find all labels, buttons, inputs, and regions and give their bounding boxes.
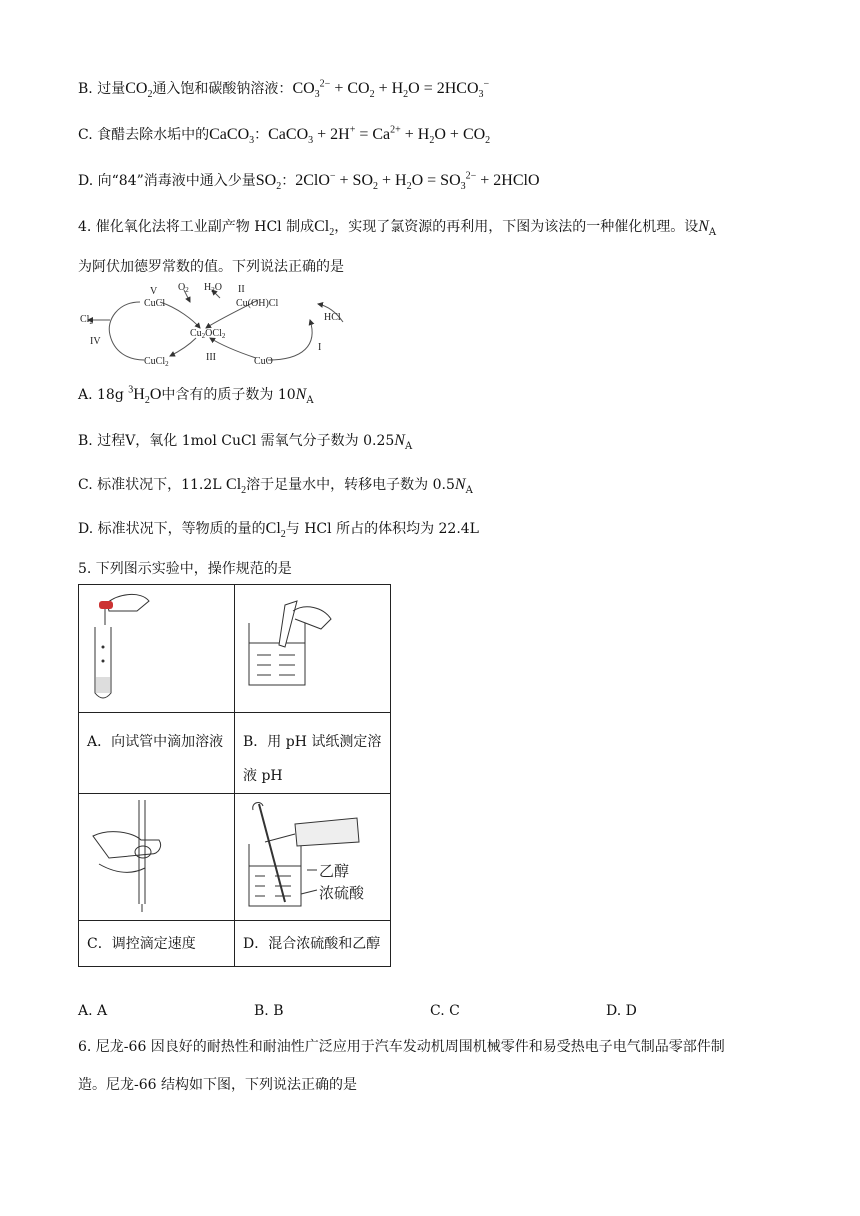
- label-CuCl: CuCl: [144, 298, 166, 309]
- q4-stem-3: 为阿伏加德罗常数的值。下列说法正确的是: [78, 259, 344, 275]
- experiment-table: [78, 584, 391, 967]
- ph-paper-beaker-figure: [235, 585, 390, 708]
- answer-b: B. B: [254, 1003, 284, 1019]
- answer-d: D. D: [606, 1003, 637, 1019]
- question-6-line-1: [78, 1036, 725, 1056]
- figure-a: [79, 585, 235, 713]
- caption-a-text: A．向试管中滴加溶液: [87, 734, 224, 750]
- caption-c-text: C．调控滴定速度: [87, 936, 196, 952]
- question-4-stem: 4. 催化氧化法将工业副产物 HCl 制成$Cl_2$，实现了氯资源的再利用，下图为该法的一种催化机理。设$N_A$: [78, 218, 717, 239]
- label-I: I: [318, 342, 322, 353]
- figure-d: [235, 794, 391, 921]
- cl2-formula: $Cl_2$: [314, 218, 335, 239]
- option-4b: B. 过程Ⅴ，氧化 1mol CuCl 需氧气分子数为 $0.25N_A$: [78, 432, 413, 452]
- option-4b-text: B. 过程Ⅴ，氧化 1mol CuCl 需氧气分子数为 0.25: [78, 433, 395, 449]
- question-5-stem: [78, 558, 292, 578]
- q5-stem-text: 5. 下列图示实验中，操作规范的是: [78, 561, 292, 577]
- option-4a-pre: A. 18g: [78, 387, 124, 403]
- caption-a: [79, 713, 235, 794]
- caption-d: [235, 921, 391, 967]
- option-4c-post: 溶于足量水中，转移电子数为 0.5: [246, 477, 455, 493]
- tritium-water-formula: $^3H_2O$: [128, 384, 162, 407]
- caption-d-text: D．混合浓硫酸和乙醇: [243, 936, 381, 952]
- burette-stopcock-figure: [79, 794, 234, 916]
- test-tube-dropper-figure: [79, 585, 234, 708]
- option-4d-post: 与 HCl 所占的体积均为 22.4L: [285, 521, 479, 537]
- label-O2: $O_2$: [178, 282, 189, 294]
- option-4a: A. 18g $^3H_2O$中含有的质子数为 $10N_A$: [78, 384, 314, 407]
- option-4d: D. 标准状况下，等物质的量的$Cl_2$与 HCl 所占的体积均为 22.4L: [78, 520, 479, 541]
- label-conc-sulfuric-acid: 浓硫酸: [319, 885, 365, 902]
- label-II: II: [238, 284, 245, 295]
- label-III: III: [206, 352, 216, 363]
- option-3b-text: B. 过量: [78, 81, 126, 97]
- question-6-line-2: [78, 1074, 357, 1094]
- label-H2O: $H_2O$: [204, 282, 222, 294]
- acid-ethanol-mixing-figure: [235, 794, 390, 916]
- catalytic-mechanism-diagram: [78, 280, 378, 372]
- label-IV: IV: [90, 336, 101, 347]
- label-CuCl2: CuCl$_2$: [144, 356, 169, 368]
- caption-b-text: B．用 pH 试纸测定溶液 pH: [243, 734, 382, 784]
- question-4-stem-2: [78, 256, 344, 276]
- label-Cu2OCl2: $Cu_2OCl_2$: [190, 328, 226, 340]
- label-Cl2: $Cl_2$: [80, 314, 93, 326]
- equation-3d: $2ClO^- + SO_2 + H_2O = SO_3^{2-}$ + 2HClO: [295, 170, 540, 193]
- label-V: V: [150, 286, 158, 297]
- caco3-formula: CaCO$_3$: [209, 126, 255, 147]
- figure-c: [79, 794, 235, 921]
- option-4a-post: 中含有的质子数为 10: [161, 387, 296, 403]
- option-3c-mid: ：: [254, 127, 269, 143]
- figure-b: [235, 585, 391, 713]
- option-3c-text: C. 食醋去除水垢中的: [78, 127, 210, 143]
- answer-c: C. C: [430, 1003, 460, 1019]
- option-4c: C. 标准状况下，11.2L $Cl_2$溶于足量水中，转移电子数为 $0.5N_A$: [78, 476, 473, 497]
- label-CuO: CuO: [254, 356, 273, 367]
- caption-b: [235, 713, 391, 794]
- cycle-arrow-right: [268, 320, 312, 360]
- q4-stem-1: 4. 催化氧化法将工业副产物 HCl 制成: [78, 219, 315, 235]
- equation-3c: CaCO$_3$ + $2H^+ = Ca^{2+} + H_2O + CO_2$: [268, 124, 491, 147]
- option-3d-text: D. 向“84”消毒液中通入少量: [78, 173, 256, 189]
- option-4d-pre: D. 标准状况下，等物质的量的: [78, 521, 266, 537]
- q6-text-2: 造。尼龙-66 结构如下图，下列说法正确的是: [78, 1077, 357, 1093]
- option-3b-mid: 通入饱和碳酸钠溶液：: [152, 81, 293, 97]
- caption-c: [79, 921, 235, 967]
- option-3d: [78, 170, 540, 192]
- label-CuOHCl: Cu(OH)Cl: [236, 298, 279, 309]
- option-3d-mid: ：: [281, 173, 296, 189]
- label-HCl: HCl: [324, 312, 341, 323]
- q4-stem-2: ，实现了氯资源的再利用，下图为该法的一种催化机理。设: [334, 219, 699, 235]
- option-3b: [78, 78, 489, 100]
- q6-text-1: 6. 尼龙-66 因良好的耐热性和耐油性广泛应用于汽车发动机周围机械零件和易受热电子电气制品零部件制: [78, 1039, 725, 1055]
- label-ethanol: 乙醇: [319, 863, 350, 880]
- cycle-arrow-left: [109, 302, 144, 360]
- option-3c: [78, 124, 490, 146]
- so2-formula: $SO_2$: [255, 172, 282, 193]
- equation-3b: $CO_3^{2-} + CO_2 + H_2O = 2HCO_3^-$: [292, 78, 490, 101]
- co2-formula: $CO_2$: [125, 80, 153, 101]
- option-4c-pre: C. 标准状况下，11.2L: [78, 477, 222, 493]
- answer-a: A. A: [78, 1003, 108, 1019]
- avogadro-symbol: N: [698, 218, 709, 235]
